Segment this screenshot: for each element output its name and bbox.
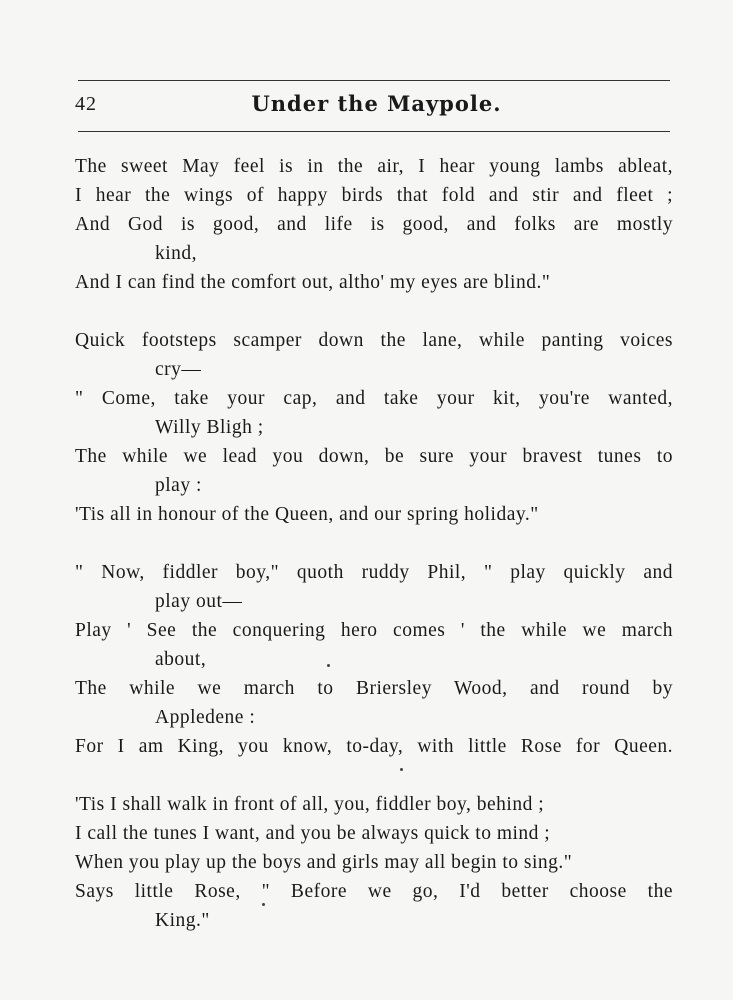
poem-line-continuation: cry—: [155, 359, 202, 380]
poem-line-continuation: play :: [155, 475, 202, 496]
poem-line-continuation: Willy Bligh ;: [155, 417, 264, 438]
poem-line: The while we lead you down, be sure your bravest tunes to: [75, 446, 673, 467]
poem-line: 'Tis I shall walk in front of all, you, fiddler boy, behind ;: [75, 794, 545, 815]
running-title: Under the Maypole.: [251, 91, 502, 116]
poem-line-continuation: play out—: [155, 591, 243, 612]
poem-line: I call the tunes I want, and you be always quick to mind ;: [75, 823, 551, 844]
poem-body: [75, 152, 673, 964]
poem-line: The sweet May feel is in the air, I hear young lambs ableat,: [75, 156, 673, 177]
poem-line: " Now, fiddler boy," quoth ruddy Phil, " play quickly and: [75, 562, 673, 583]
poem-line: Says little Rose, " Before we go, I'd better choose the: [75, 881, 673, 902]
header-rule-bottom: [78, 131, 670, 132]
poem-line-continuation: Appledene :: [155, 707, 256, 728]
poem-line: 'Tis all in honour of the Queen, and our spring holiday.": [75, 504, 539, 525]
poem-line: The while we march to Briersley Wood, and round by: [75, 678, 673, 699]
stanza: [75, 326, 673, 529]
poem-line: And God is good, and life is good, and folks are mostly: [75, 214, 673, 235]
poem-line: I hear the wings of happy birds that fold and stir and fleet ;: [75, 185, 673, 206]
poem-line-continuation: King.": [155, 910, 210, 931]
poem-line-continuation: kind,: [155, 243, 198, 264]
poem-line: " Come, take your cap, and take your kit, you're wanted,: [75, 388, 673, 409]
stanza: [75, 558, 673, 761]
print-speck: [400, 768, 403, 771]
page-number: 42: [75, 93, 97, 115]
stanza: [75, 152, 673, 297]
poem-line: Play ' See the conquering hero comes ' the while we march: [75, 620, 673, 641]
print-speck: [327, 664, 330, 667]
print-speck: [262, 903, 265, 906]
poem-line: Quick footsteps scamper down the lane, while panting voices: [75, 330, 673, 351]
poem-line: For I am King, you know, to-day, with little Rose for Queen.: [75, 736, 673, 757]
poem-line: When you play up the boys and girls may all begin to sing.": [75, 852, 573, 873]
poem-line-continuation: about,: [155, 649, 207, 670]
poem-line: And I can find the comfort out, altho' my eyes are blind.": [75, 272, 551, 293]
header-rule-top: [78, 80, 670, 81]
stanza: [75, 790, 673, 935]
